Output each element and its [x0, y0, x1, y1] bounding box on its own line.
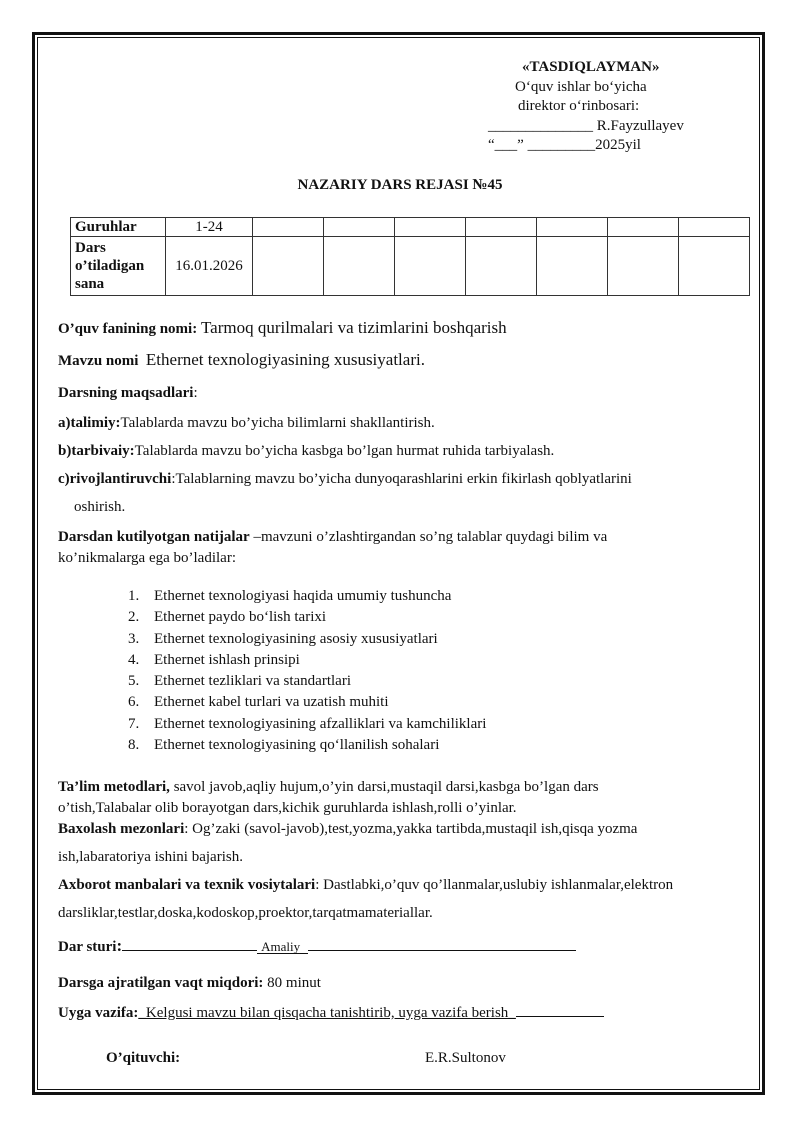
empty-cell	[253, 237, 324, 296]
outcomes-label: Darsdan kutilyotgan natijalar	[58, 529, 250, 545]
goal-b-label: b)tarbivaiy:	[58, 443, 135, 459]
methods-label: Ta’lim metodlari,	[58, 779, 170, 795]
goals-heading	[58, 385, 198, 402]
topic-line	[58, 350, 425, 370]
underline-blank	[122, 936, 257, 951]
methods-paragraph	[58, 777, 748, 819]
list-item	[128, 650, 486, 671]
approval-date-line: “___” _________2025yil	[488, 137, 641, 153]
outcomes-paragraph	[58, 527, 748, 569]
empty-cell	[537, 218, 608, 237]
groups-value: 1-24	[166, 218, 253, 237]
course-line	[58, 318, 507, 338]
outcomes-text: –mavzuni o’zlashtirgandan so’ng talablar quydagi bilim va	[249, 529, 608, 545]
list-item	[128, 735, 486, 756]
table-row	[71, 237, 750, 296]
list-item-text: Ethernet texnologiyasi haqida umumiy tushuncha	[154, 588, 452, 604]
date-label-line: Dars	[75, 240, 106, 256]
empty-cell	[466, 218, 537, 237]
document-title: NAZARIY DARS REJASI №45	[297, 177, 503, 193]
goals-label: Darsning maqsadlari	[58, 385, 194, 401]
topic-label: Mavzu nomi	[58, 353, 139, 369]
outcomes-text: ko’nikmalarga ega bo’ladilar:	[58, 550, 236, 566]
empty-cell	[608, 218, 679, 237]
teacher-name: E.R.Sultonov	[425, 1050, 506, 1066]
list-item-text: Ethernet ishlash prinsipi	[154, 651, 300, 668]
list-number: 4.	[128, 651, 140, 668]
empty-cell	[253, 218, 324, 237]
goal-a-label: a)talimiy:	[58, 415, 121, 431]
resources-cont: darsliklar,testlar,doska,kodoskop,proektor,tarqatmamateriallar.	[58, 905, 433, 921]
lesson-type-label: Dar sturi	[58, 939, 117, 955]
underline-blank	[516, 1002, 604, 1017]
lesson-type-value: Amaliy	[257, 939, 308, 954]
assessment-text: : Og’zaki (savol-javob),test,yozma,yakka tartibda,mustaqil ish,qisqa yozma	[184, 821, 638, 837]
groups-label: Guruhlar	[71, 218, 166, 237]
course-value: Tarmoq qurilmalari va tizimlarini boshqarish	[200, 318, 507, 337]
goal-b	[58, 443, 554, 460]
goals-colon: :	[193, 385, 198, 401]
goal-c	[58, 471, 632, 488]
goal-a-text: Talablarda mavzu bo’yicha bilimlarni shakllantirish.	[120, 415, 435, 431]
resources-text: : Dastlabki,o’quv qo’llanmalar,uslubiy ishlanmalar,elektron	[315, 877, 674, 893]
goal-b-text: Talablarda mavzu bo’yicha kasbga bo’lgan hurmat ruhida tarbiyalash.	[134, 443, 555, 459]
outcomes-list	[128, 586, 486, 756]
list-item-text: Ethernet tezliklari va standartlari	[154, 673, 351, 690]
approval-line2: direktor o‘rinbosari:	[518, 98, 640, 114]
list-item	[128, 714, 486, 735]
list-number: 2.	[128, 609, 140, 626]
empty-cell	[395, 218, 466, 237]
topic-value: Ethernet texnologiyasining xususiyatlari.	[145, 350, 425, 369]
methods-text: o’tish,Talabalar olib borayotgan dars,kichik guruhlarda ishlash,rolli o’yinlar.	[58, 800, 517, 816]
list-item-text: Ethernet texnologiyasining afzalliklari va kamchiliklari	[154, 715, 487, 732]
duration-label: Darsga ajratilgan vaqt miqdori:	[58, 975, 264, 991]
goal-c-text: :Talablarning mavzu bo’yicha dunyoqarashlarini erkin fikirlash qoblyatlarini	[171, 471, 632, 487]
approval-title: «TASDIQLAYMAN»	[522, 59, 660, 75]
date-label-line: o’tiladigan	[75, 258, 145, 274]
list-item-text: Ethernet texnologiyasining asosiy xususiyatlari	[154, 630, 438, 647]
lesson-type-line	[58, 936, 576, 956]
list-number: 5.	[128, 673, 140, 690]
approval-sign-line: ______________ R.Fayzullayev	[488, 117, 684, 134]
empty-cell	[679, 218, 750, 237]
list-item	[128, 607, 486, 628]
list-number: 1.	[128, 588, 140, 604]
list-item	[128, 671, 486, 692]
resources-line	[58, 877, 673, 894]
date-value: 16.01.2026	[166, 237, 253, 296]
empty-cell	[608, 237, 679, 296]
table-row	[71, 218, 750, 237]
duration-line	[58, 975, 321, 992]
homework-value: _Kelgusi mavzu bilan qisqacha tanishtirib, uyga vazifa berish_	[138, 1005, 516, 1021]
list-item	[128, 629, 486, 650]
empty-cell	[324, 237, 395, 296]
homework-line	[58, 1002, 604, 1022]
lesson-type-colon: :	[116, 936, 123, 955]
list-number: 3.	[128, 630, 140, 647]
empty-cell	[466, 237, 537, 296]
date-label-line: sana	[75, 276, 105, 292]
list-number: 7.	[128, 715, 140, 732]
list-item	[128, 586, 486, 607]
underline-blank	[308, 936, 576, 951]
list-number: 8.	[128, 737, 140, 754]
list-item-text: Ethernet paydo bo‘lish tarixi	[154, 609, 327, 626]
empty-cell	[679, 237, 750, 296]
empty-cell	[324, 218, 395, 237]
list-item-text: Ethernet texnologiyasining qo‘llanilish sohalari	[154, 737, 440, 754]
teacher-label	[106, 1050, 180, 1067]
list-number: 6.	[128, 694, 140, 711]
assessment-label: Baxolash mezonlari	[58, 821, 185, 837]
assessment-line	[58, 821, 637, 838]
methods-text: savol javob,aqliy hujum,o’yin darsi,mustaqil darsi,kasbga bo’lgan dars	[169, 779, 599, 795]
approval-line1: O‘quv ishlar bo‘yicha	[515, 78, 647, 95]
duration-value: 80 minut	[263, 975, 321, 991]
approval-block	[488, 58, 684, 156]
teacher-label-text: O’qituvchi:	[106, 1050, 181, 1066]
empty-cell	[537, 237, 608, 296]
goal-a	[58, 415, 435, 432]
list-item-text: Ethernet kabel turlari va uzatish muhiti	[154, 694, 389, 711]
goal-c-label: c)rivojlantiruvchi	[58, 471, 172, 487]
resources-label: Axborot manbalari va texnik vosiytalari	[58, 877, 316, 893]
course-label: O’quv fanining nomi:	[58, 321, 198, 337]
homework-label: Uyga vazifa:	[58, 1005, 139, 1021]
date-label	[71, 237, 166, 296]
assessment-cont: ish,labaratoriya ishini bajarish.	[58, 849, 243, 865]
goal-c-cont: oshirish.	[74, 499, 126, 515]
empty-cell	[395, 237, 466, 296]
list-item	[128, 692, 486, 713]
group-table	[70, 217, 750, 296]
